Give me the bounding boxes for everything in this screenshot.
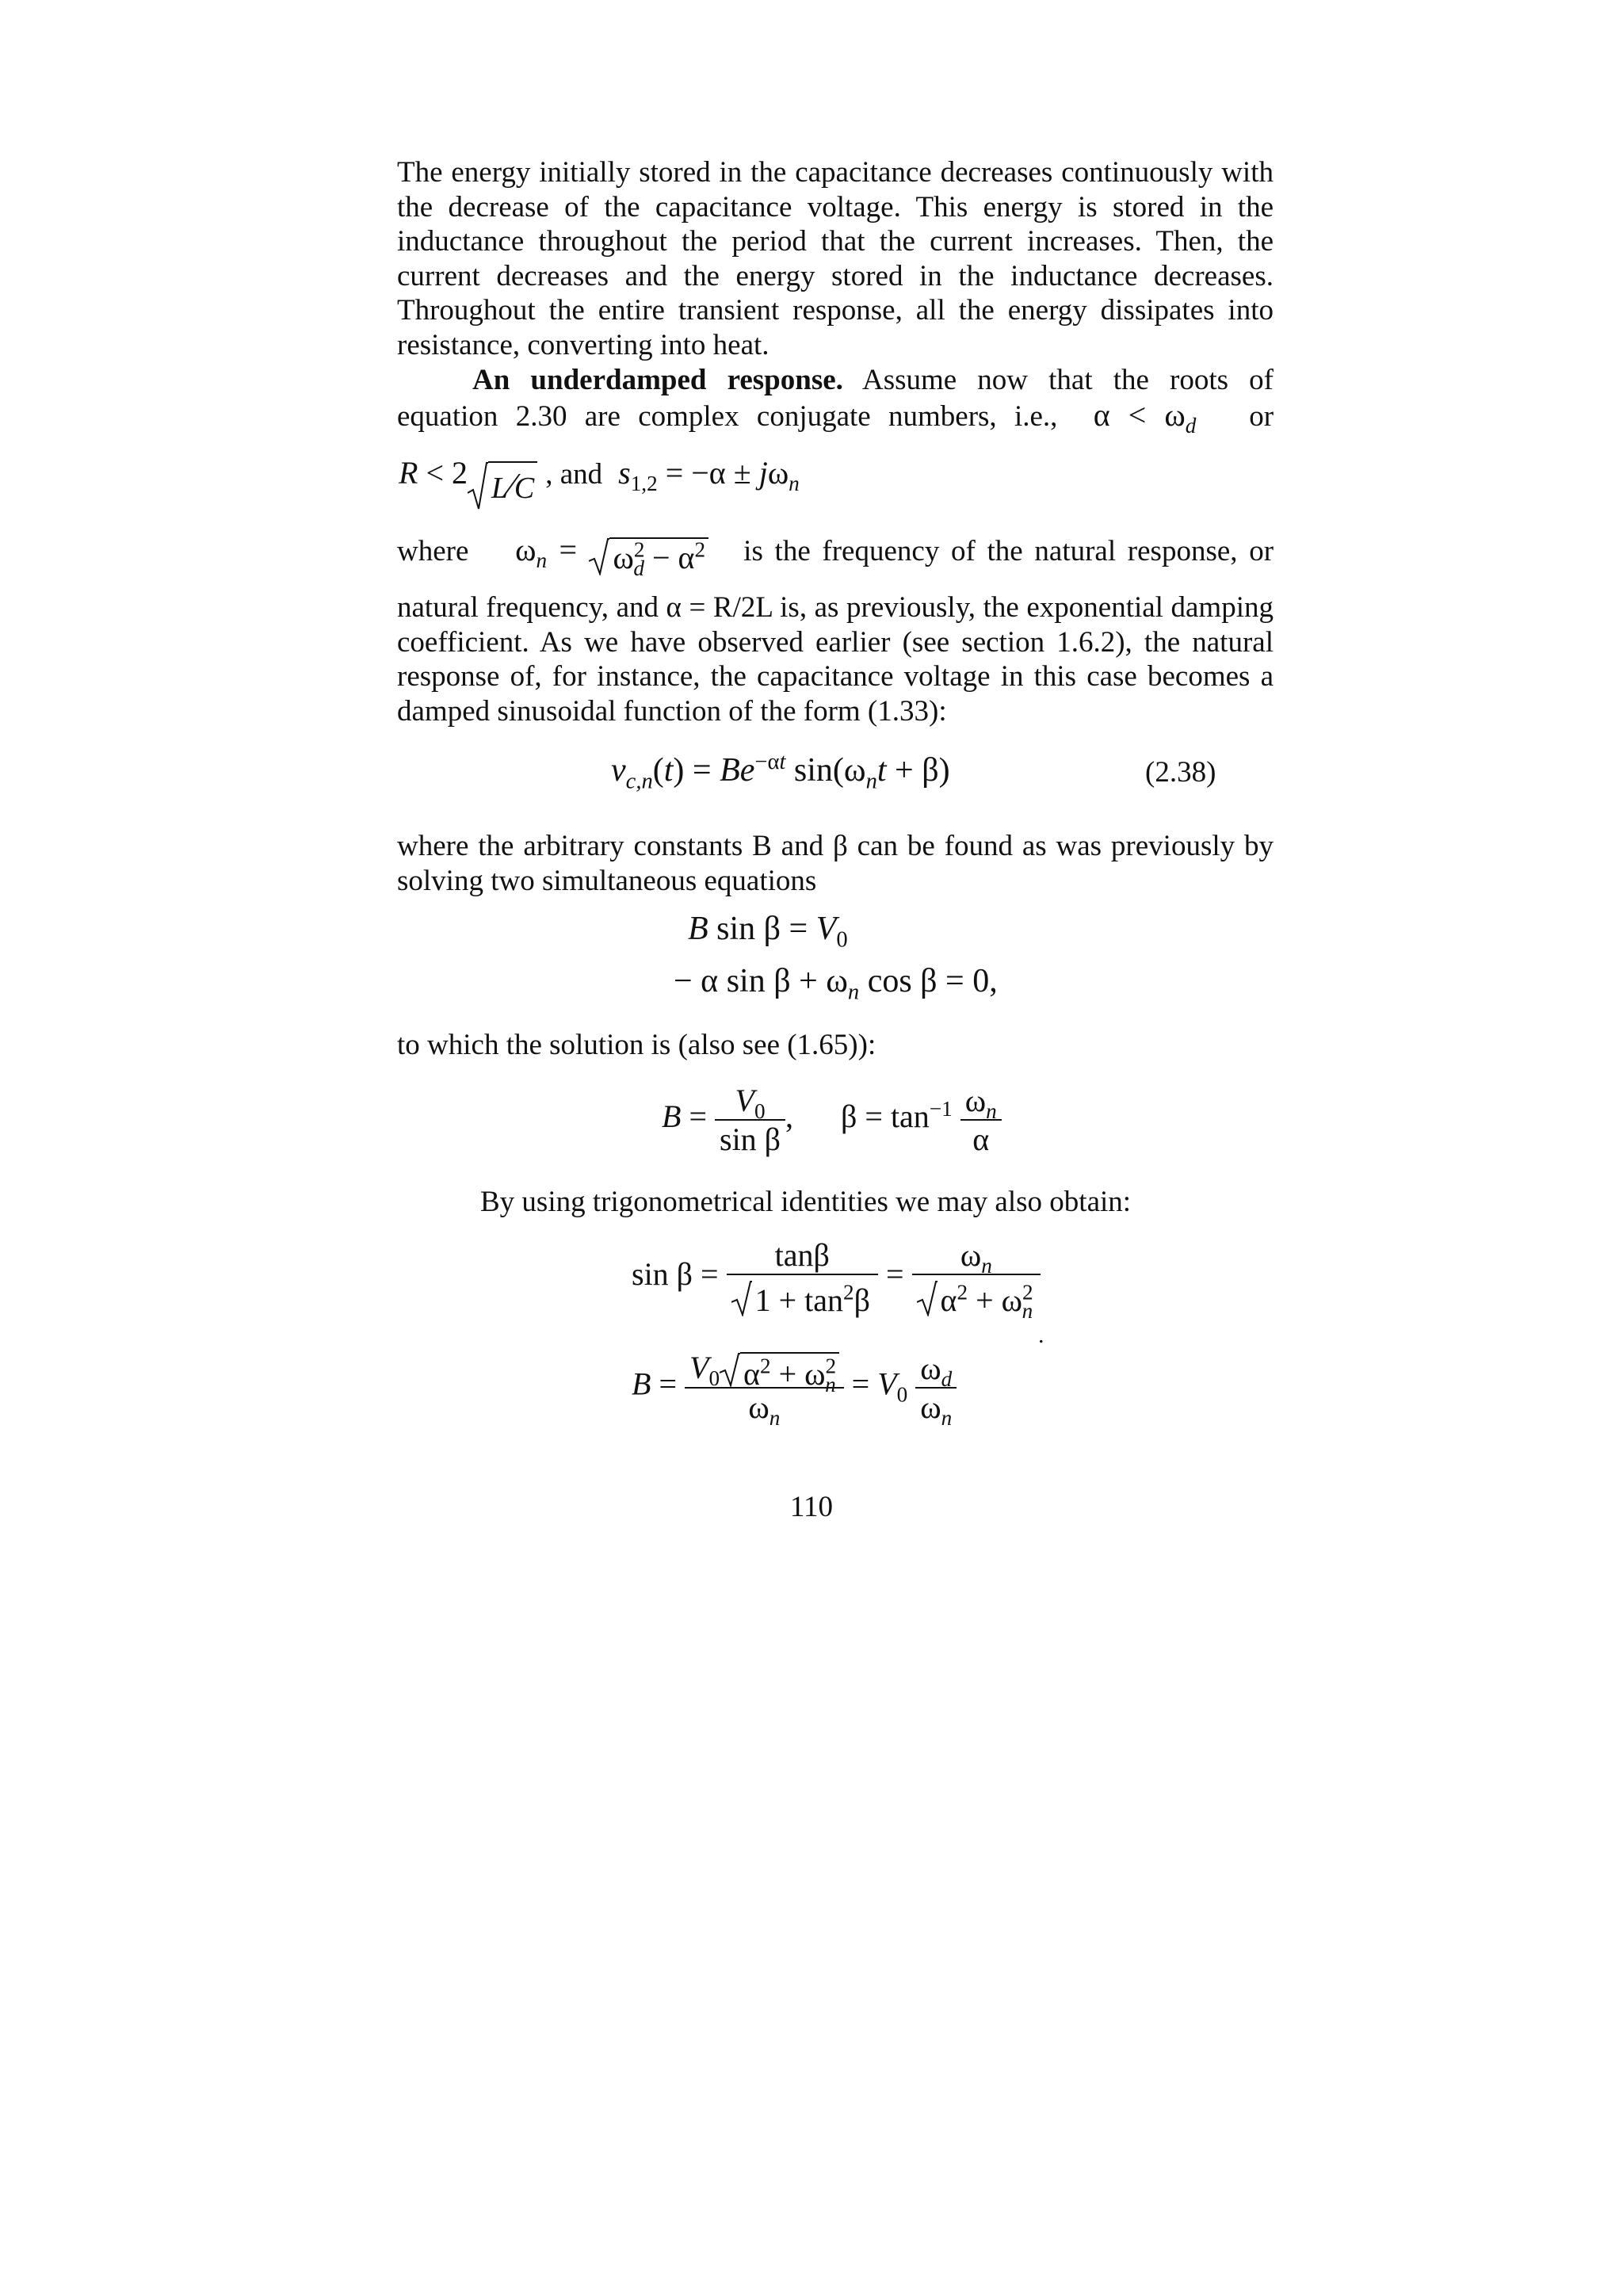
paragraph-underdamped bbox=[397, 363, 1274, 437]
where-word: where bbox=[397, 535, 469, 567]
underdamped-heading: An underdamped response. bbox=[472, 364, 843, 396]
equation-simultaneous-2: − α $\sin \beta + \omega_n$ cos β = 0, bbox=[674, 963, 998, 1005]
equation-b-and-beta: B = $\frac{V_0}{\text{sin β}}$ , $\beta = \tan^{-1}$ $\frac{\omega_n}{\alpha}$ bbox=[662, 1082, 1002, 1158]
equation-r-condition: R < 2 L⁄C , and $s_{1,2} = -\alpha \pm j\omega_n$ bbox=[399, 454, 800, 510]
page-number: 110 bbox=[789, 1491, 834, 1523]
paragraph-constants bbox=[397, 829, 1274, 898]
paragraph-energy bbox=[397, 155, 1274, 362]
paragraph-constants-text: where the arbitrary constants B and β can be found as was previously by solving two simultaneous equations bbox=[397, 830, 1274, 897]
equation-number-2-38: (2.38) bbox=[1145, 756, 1216, 789]
equation-simultaneous-1: B $\sin \beta = V_0$ bbox=[688, 911, 848, 953]
equation-b-final: B = $V_0$ $\alpha^2 + \omega^2_n$ $\omega_n$ = $V_0$ $\frac{\omega_d}{\omega_n}$ bbox=[632, 1349, 957, 1426]
and-word: , and bbox=[545, 458, 603, 491]
paragraph-identities bbox=[397, 1185, 1274, 1220]
condition-alpha-lt-omega: $\alpha < \omega_d$ bbox=[1075, 396, 1197, 437]
equation-2-38: $v_{c,n}(t) = Be^{-\alpha t}$ $\sin(\omega_nt + \beta)$ bbox=[611, 750, 950, 794]
equation-sin-beta: sin β = $\frac{\tan\beta}{1 + \tan^2\beta}$ = $\frac{\omega_n}{\alpha^2 + \omega^2_n}$ bbox=[632, 1236, 1041, 1319]
paragraph-identities-text: By using trigonometrical identities we may also obtain: bbox=[480, 1186, 1132, 1218]
paragraph-where: where $\omega_n$ = $\omega^2_d - \alpha^2$ is the frequency of the natural response, or bbox=[397, 532, 1274, 580]
trailing-period: . bbox=[1038, 1322, 1044, 1348]
paragraph-natural-frequency-text: natural frequency, and α = R/2L is, as previously, the exponential damping coefficient. As we have observed earlier (see section 1.6.2), the natural response of, for instance, the capacitance voltage in this case becomes a damped sinusoidal function of the form (1.33): bbox=[397, 591, 1274, 728]
underdamped-intro: Assume now that the roots of equation 2.30 are complex conjugate numbers, i.e., bbox=[397, 364, 1274, 433]
where-rest: is the frequency of the natural response, or bbox=[743, 535, 1274, 567]
paragraph-solution bbox=[397, 1028, 1274, 1063]
paragraph-energy-text: The energy initially stored in the capacitance decreases continuously with the decrease of the capacitance voltage. This energy is stored in the inductance throughout the period that the current increases. Then, the current decreases and the energy stored in the inductance decreases. Throughout the entire transient response, all the energy dissipates into resistance, converting into heat. bbox=[397, 156, 1274, 361]
paragraph-natural-frequency bbox=[397, 590, 1274, 728]
or-word: or bbox=[1249, 399, 1274, 433]
paragraph-solution-text: to which the solution is (also see (1.65)): bbox=[397, 1029, 876, 1061]
